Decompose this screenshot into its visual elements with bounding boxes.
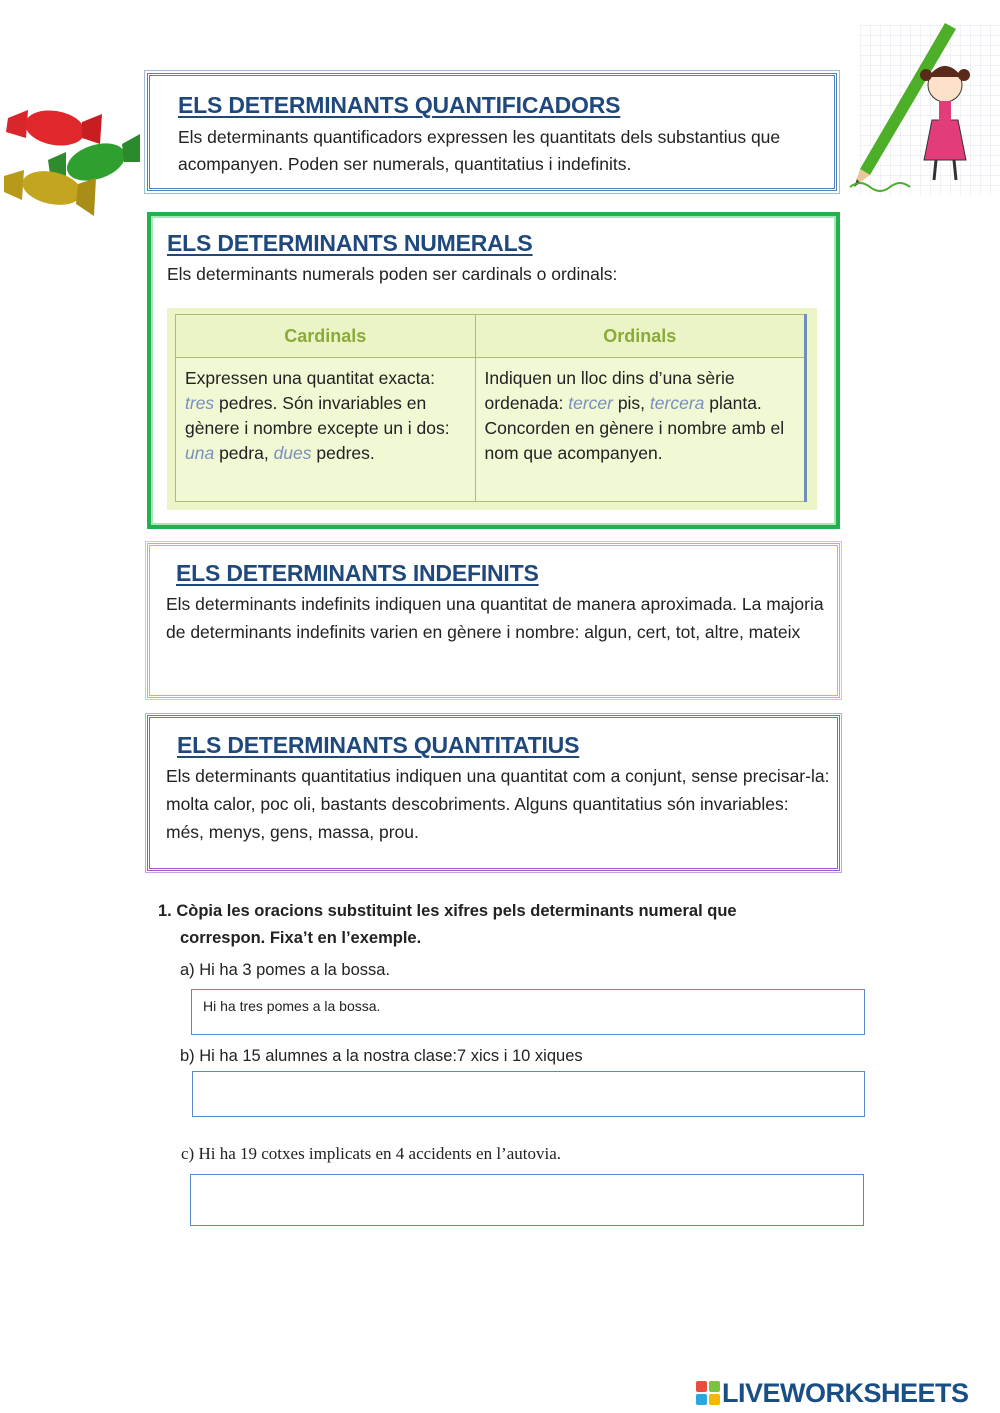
quantificadors-box — [147, 73, 837, 191]
ordinals-example: tercera — [649, 393, 705, 413]
answer-b-field[interactable] — [192, 1071, 865, 1117]
ordinals-text: pis, — [612, 393, 650, 413]
exercise-1 — [158, 898, 878, 952]
candies-illustration — [0, 100, 145, 225]
cardinals-example: una — [185, 443, 215, 463]
indefinits-box — [147, 543, 840, 698]
numerals-box — [147, 212, 840, 529]
cardinals-example: tres — [185, 393, 215, 413]
numerals-table — [175, 314, 807, 502]
cardinals-text: pedres. — [311, 443, 375, 463]
cardinals-text: pedres. Són invariables en gènere i nombre excepte un i dos: — [185, 393, 450, 438]
exercise-title: 1. Còpia les oracions substituint les xifres pels determinants numeral que correspon. Fixa’t en l’exemple. — [158, 902, 737, 947]
cardinals-text: Expressen una quantitat exacta: — [185, 368, 436, 388]
ordinals-example: tercer — [568, 393, 613, 413]
indefinits-title: ELS DETERMINANTS INDEFINITS — [176, 560, 539, 586]
numerals-title: ELS DETERMINANTS NUMERALS — [167, 230, 533, 256]
cardinals-example: dues — [273, 443, 312, 463]
ordinals-text: Indiquen un lloc dins d’una sèrie ordenada: — [484, 368, 735, 413]
red-candy-icon — [6, 106, 102, 150]
quantitatius-box — [147, 715, 840, 871]
question-b-prompt: b) Hi ha 15 alumnes a la nostra clase:7 xics i 10 xiques — [180, 1047, 583, 1065]
liveworksheets-logo[interactable] — [696, 1376, 969, 1410]
cardinals-header: Cardinals — [176, 315, 476, 358]
girl-with-pencil-illustration — [840, 15, 1000, 195]
ordinals-cell — [475, 358, 805, 502]
quantitatius-title: ELS DETERMINANTS QUANTITATIUS — [177, 732, 580, 758]
liveworksheets-logo-text: LIVEWORKSHEETS — [722, 1377, 969, 1408]
ordinals-text: planta. Concorden en gènere i nombre amb el nom que acompanyen. — [484, 393, 785, 463]
answer-a-field[interactable]: Hi ha tres pomes a la bossa. — [191, 989, 865, 1035]
numerals-table-panel — [167, 308, 817, 510]
question-c-prompt: c) Hi ha 19 cotxes implicats en 4 accidents en l’autovia. — [181, 1144, 562, 1163]
numerals-intro: Els determinants numerals poden ser cardinals o ordinals: — [167, 264, 618, 284]
ordinals-header: Ordinals — [475, 315, 805, 358]
answer-c-field[interactable] — [190, 1174, 864, 1226]
question-a-prompt: a) Hi ha 3 pomes a la bossa. — [180, 961, 391, 979]
quantificadors-title: ELS DETERMINANTS QUANTIFICADORS — [178, 92, 621, 118]
cardinals-text: pedra, — [214, 443, 274, 463]
quantitatius-text: Els determinants quantitatius indiquen una quantitat com a conjunt, sense precisar-la: molta calor, poc oli, bastants descobriments. Alguns quantitatius són invariables: més, menys, gens, massa, prou. — [166, 766, 830, 842]
quantificadors-text: Els determinants quantificadors expressen les quantitats dels substantius que acompanyen. Poden ser numerals, quantitatius i indefinits. — [178, 127, 781, 174]
indefinits-text: Els determinants indefinits indiquen una quantitat de manera aproximada. La majoria de determinants indefinits varien en gènere i nombre: algun, cert, tot, altre, mateix — [166, 594, 824, 642]
cardinals-cell — [176, 358, 476, 502]
liveworksheets-logo-icon — [696, 1381, 720, 1405]
